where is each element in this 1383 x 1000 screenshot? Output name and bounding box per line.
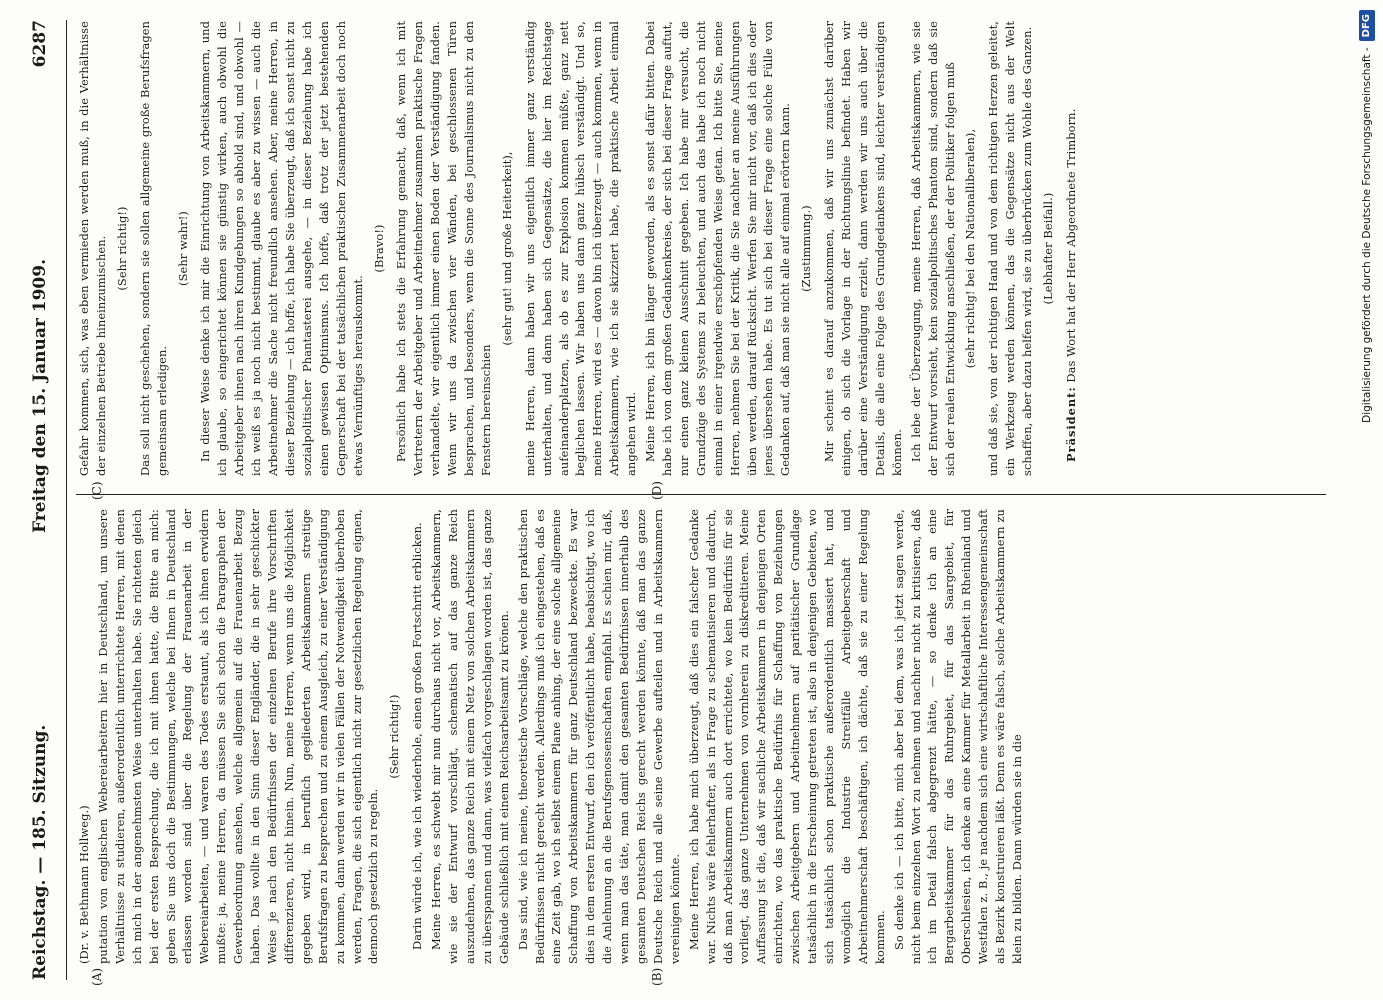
paragraph: Meine Herren, ich habe mich überzeugt, daß dies ein falscher Gedanke war. Nichts wäre fehlerhafter, als in Frage zu schematisieren und dadurch, daß man Arbeitskammern auch dort errichtete, wo kein Bedürfnis für sie vorliegt, das ganze Unternehmen von vornherein zu diskreditieren. Meine Auffassung ist die, daß wir sachliche Arbeitskammern in denjenigen Orten einrichten, wo das praktische Bedürfnis für Schaffung von Beziehungen zwischen Arbeitgebern und Arbeitnehmern auf paritätischer Grundlage tatsächlich in die Erscheinung getreten ist, also in denjenigen Gebieten, wo sich tatsächlich schon praktische außerordentlich massiert hat, und womöglich die Industrie Streitfälle Arbeitgeberschaft und Arbeitnehmerschaft beschäftigen, ich dächte, daß sie zu einer Regelung kommen.	[686, 509, 887, 964]
header-rule	[66, 20, 67, 980]
margin-marker-c: (C)	[90, 481, 104, 500]
page-header	[30, 20, 64, 980]
page-number: 6287	[30, 20, 50, 68]
interjection: (Zustimmung.)	[799, 205, 814, 292]
paragraph: Ich lebe der Überzeugung, meine Herren, daß Arbeitskammern, wie sie der Entwurf vorsieht, kein sozialpolitisches Phantom sind, sondern daß sie sich der realen Entwicklung anschließen, der der Politiker folgen muß	[908, 21, 957, 476]
speaker-reference: (Dr. v. Bethmann Hollweg.)	[77, 805, 91, 964]
paragraph: putation von englischen Webereiarbeitern hier in Deutschland, um unsere Verhältnisse zu studieren, außerordentlich unterrichtete Herren, mit denen ich mich in der angenehmsten Weise unterhalten habe. Sie richteten gleich bei der ersten Besprechung, die ich mit ihnen hatte, die Bitte an mich: geben Sie uns doch die Bestimmungen, welche bei Ihnen in Deutschland erlassen worden sind über die Regelung der Frauenarbeit in der Webereiarbeiten, — und waren des Todes erstaunt, als ich ihnen erwidern mußte: ja, meine Herren, da müssen Sie sich schon die Paragraphen der Gewerbeordnung ansehen, welche allgemein auf die Frauenarbeit Bezug haben. Das wollte in den Sinn dieser Engländer, die in sehr geschickter Weise je nach den Bedürfnissen der einzelnen Berufe ihre Vorschriften differenzieren, nicht hinein. Nun, meine Herren, wenn uns die Möglichkeit gegeben wird, in beruflich gegliederten Arbeitskammern streitige Berufsfragen zu besprechen und zu einem Ausgleich, zu einer Verständigung zu kommen, dann werden wir in vielen Fällen der Notwendigkeit überhoben werden, Fragen, die sich eigentlich nicht zur gesetzlichen Regelung eignen, dennoch gesetzlich zu regeln.	[95, 509, 381, 964]
interjection: (sehr gut! und große Heiterkeit),	[499, 151, 514, 346]
interjection: (Bravo!)	[371, 224, 386, 273]
president-statement	[1063, 21, 1080, 476]
paragraph: und daß sie, von der richtigen Hand und von dem richtigen Herzen geleitet, ein Werkzeug werden können, das die Gegensätze nicht aus der Welt schaffen, aber dazu helfen wird, sie zu überbrücken zum Wohle des Ganzen.	[986, 21, 1035, 476]
interjection: (Sehr richtig!)	[387, 694, 402, 779]
president-label: Präsident:	[1063, 386, 1078, 462]
header-session: Reichstag. — 185. Sitzung.	[30, 724, 50, 980]
interjection: (Sehr wahr!)	[175, 211, 190, 286]
column-divider	[76, 494, 1326, 495]
paragraph: Gefahr kommen, sich, was eben vermieden werden muß, in die Verhältnisse der einzelnen Betriebe hineinzumischen.	[77, 21, 108, 476]
interjection: (Lebhafter Beifall.)	[1041, 192, 1056, 305]
right-column	[76, 21, 1331, 476]
margin-marker-d: (D)	[650, 481, 664, 500]
margin-marker-a: (A)	[90, 967, 104, 986]
page-content	[30, 0, 1340, 1000]
paragraph: Das sind, wie ich meine, theoretische Vorschläge, welche den praktischen Bedürfnissen nicht gerecht werden. Allerdings muß ich eingestehen, daß es eine Zeit gab, wo ich selbst einem Plane anhing, der eine solche allgemeine Schaffung von Arbeitskammern für ganz Deutschland bezweckte. Es war dies in dem ersten Entwurf, den ich veröffentlicht habe, beabsichtigt, wo ich die Anlehnung an die Berufsgenossenschaften empfahl. Es schien mir, daß, wenn man das täte, man damit den gesamten Bedürfnissen innerhalb des gesamten Deutschen Reichs gerecht werden könnte, daß man das ganze Deutsche Reich und alle seine Gewerbe aufteilen und in Arbeitskammern vereinigen könnte.	[515, 509, 682, 964]
paragraph: In dieser Weise denke ich mir die Einrichtung von Arbeitskammern, und ich glaube, so eingerichtet können sie günstig wirken, auch obwohl die Arbeitgeber ihnen nach ihren Kundgebungen so abhold sind, und obwohl — ich weiß es ja noch nicht bestimmt, glaube es aber zu wissen — auch die Arbeitnehmer die Sache nicht freundlich ansehen. Aber, meine Herren, in dieser Beziehung — ich hoffe, ich habe Sie überzeugt, daß ich sonst nicht zu sozialpolitischer Phantasterei ausgehe, — in dieser Beziehung habe ich einen gewissen Optimismus. Ich hoffe, daß trotz der jetzt bestehenden Gegnerschaft bei der tatsächlichen praktischen Zusammenarbeit doch noch etwas Vernünftiges herauskommt.	[198, 21, 365, 476]
interjection: (sehr richtig! bei den Nationalliberalen),	[963, 128, 978, 369]
paragraph: Das soll nicht geschehen, sondern sie sollen allgemeine große Berufsfragen gemeinsam erledigen.	[137, 21, 169, 476]
paragraph: So denke ich — ich bitte, mich aber bei dem, was ich jetzt sagen werde, nicht beim einzelnen Wort zu nehmen und nachher nicht zu kritisieren, daß ich im Detail falsch abgegrenzt hätte, — so denke ich an eine Bergarbeitskammer für das Ruhrgebiet, für das Saargebiet, für Oberschlesien, ich denke an eine Kammer für Metallarbeit in Rheinland und Westfalen z. B., je nachdem sich eine wirtschaftliche Interessengemeinschaft als Bezirk konstruieren läßt. Denn es wäre falsch, solche Arbeitskammern zu klein zu bilden. Dann würden sie in die	[891, 509, 1024, 964]
paragraph: Mir scheint es darauf anzukommen, daß wir uns zunächst darüber einigen, ob sich die Vorlage in der Richtungslinie befindet. Haben wir darüber eine Verständigung erzielt, dann werden wir uns auch über die Details, die alle eine Folge des Grundgedankens sind, leichter verständigen können.	[822, 21, 904, 476]
interjection: (Sehr richtig!)	[114, 206, 129, 291]
paragraph: meine Herren, dann haben wir uns eigentlich immer ganz verständig unterhalten, und dann haben sich Gegensätze, die hier im Reichstage aufeinanderplatzen, als ob es zur Explosion kommen müßte, ganz nett beglichen lassen. Wir haben uns dann ganz hübsch verständigt. Und so, meine Herren, wird es — davon bin ich überzeugt — auch kommen, wenn in Arbeitskammern, wie ich sie skizziert habe, die praktische Arbeit einmal angehen wird.	[522, 21, 639, 476]
left-column	[76, 509, 1331, 964]
paragraph: Darin würde ich, wie ich wiederhole, einen großen Fortschritt erblicken.	[410, 522, 425, 950]
margin-marker-b: (B)	[650, 967, 664, 986]
header-date: Freitag den 15. Januar 1909.	[30, 258, 50, 534]
side-credit	[1355, 10, 1379, 990]
paragraph: Persönlich habe ich stets die Erfahrung gemacht, daß, wenn ich mit Vertretern der Arbeitgeber und Arbeitnehmer zusammen praktische Fragen verhandelte, wir eigentlich immer einen Boden der Verständigung fanden. Wenn wir uns da zwischen vier Wänden, bei geschlossenen Türen besprachen, und besonders, wenn die Sonne des Journalismus nicht zu den Fenstern hereinschien	[394, 21, 493, 476]
dfg-logo: DFG	[1359, 10, 1375, 41]
president-text: Das Wort hat der Herr Abgeordnete Trimborn.	[1063, 108, 1078, 383]
paragraph: Meine Herren, es schwebt mir nun durchaus nicht vor, Arbeitskammern, wie sie der Entwurf vorschlägt, schematisch auf das ganze Reich auszudehnen, das ganze Reich mit einem Netz von solchen Arbeitskammern zu überspannen und dann, was vielfach vorgeschlagen worden ist, das ganze Gebäude schließlich mit einem Reichsarbeitsamt zu krönen.	[429, 509, 511, 964]
paragraph: Meine Herren, ich bin länger geworden, als es sonst dafür bitten. Dabei habe ich von dem großen Gedankenkreise, der sich bei dieser Frage auftut, nur einen ganz kleinen Ausschnitt gegeben. Ich habe mir versucht, die Grundzüge des Systems zu beleuchten, und auch das habe ich noch nicht einmal in einer irgendwie erschöpfenden Weise getan. Ich bitte Sie, meine Herren, nehmen Sie bei der Kritik, die Sie nachher an meine Ausführungen üben werden, darauf Rücksicht. Werfen Sie mir nicht vor, daß ich dies oder jenes übersehen habe. Es tut sich bei dieser Frage eine solche Fülle von Gedanken auf, daß man sie nicht alle auf einmal erörtern kann.	[643, 21, 793, 476]
credit-text: Digitalisierung gefördert durch die Deutsche Forschungsgemeinschaft -	[1361, 47, 1373, 423]
